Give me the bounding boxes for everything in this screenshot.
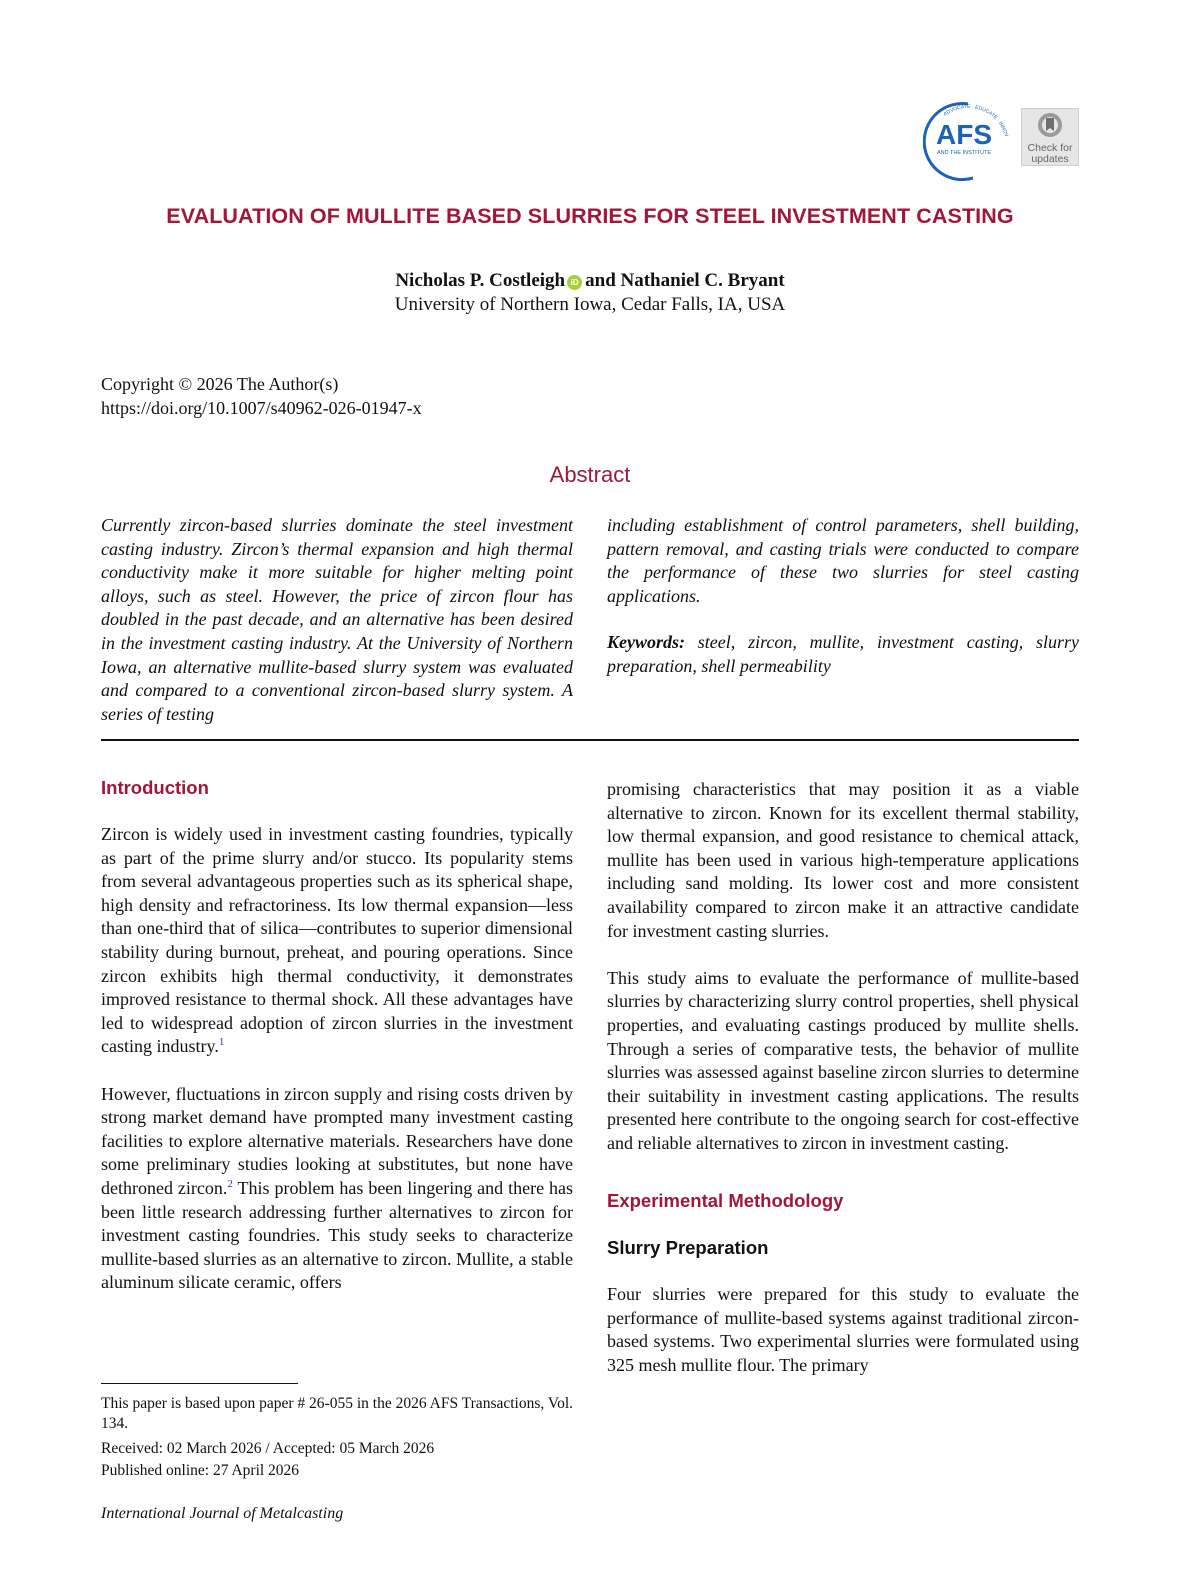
keywords: [607, 631, 1079, 678]
doi-link[interactable]: https://doi.org/10.1007/s40962-026-01947-x: [101, 398, 422, 418]
introduction-heading: Introduction: [101, 777, 209, 798]
affiliation: University of Northern Iowa, Cedar Falls, IA, USA: [394, 294, 786, 315]
footnote-divider: [101, 1383, 298, 1384]
intro-paragraph-3: promising characteristics that may position it as a viable alternative to zircon. Known for its excellent thermal stability, low thermal expansion, and good resistance to chemical attack, mullite has been used in various high-temperature applications including sand molding. Its lower cost and more consistent availability compared to zircon make it an attractive candidate for investment casting slurries.: [607, 779, 1079, 941]
abstract-right-column: [607, 514, 1079, 679]
afs-logo-subtext: AND THE INSTITUTE: [937, 150, 991, 156]
abstract-text-right: including establishment of control parameters, shell building, pattern removal, and casting trials were conducted to compare the performance of these two slurries for steel casting applications.: [607, 515, 1079, 606]
footnote: This paper is based upon paper # 26-055 in the 2026 AFS Transactions, Vol. 134.: [101, 1395, 573, 1432]
orcid-icon[interactable]: iD: [567, 275, 582, 290]
intro-paragraph-4: This study aims to evaluate the performance of mullite-based slurries by characterizing slurry control properties, shell physical properties, and evaluating castings produced by mullite shells. Through a series of comparative tests, the behavior of mullite slurries was assessed against baseline zircon slurries to determine their suitability in investment casting applications. The results presented here contribute to the ongoing search for cost-effective and reliable alternatives to zircon in investment casting.: [607, 967, 1079, 1153]
reference-link-1[interactable]: 1: [218, 1036, 225, 1049]
abstract-heading: Abstract: [549, 462, 631, 487]
publication-dates: [101, 1438, 434, 1481]
check-updates-label: Check for updates: [1027, 142, 1073, 165]
authors: [0, 270, 1180, 292]
methodology-heading: Experimental Methodology: [607, 1190, 844, 1212]
intro-paragraph-1: Zircon is widely used in investment casting foundries, typically as part of the prime slurry and/or stucco. Its popularity stems from several advantageous properties such as its spherical shape, high density and refractoriness. Its low thermal expansion—less than one-third that of silica—contributes to superior dimensional stability during burnout, preheat, and pouring operations. Since zircon exhibits high thermal conductivity, it demonstrates improved resistance to thermal shock. All these advantages have led to widespread adoption of zircon slurries in the investment casting industry.$^1$: [101, 824, 573, 1057]
bookmark-icon: [1022, 112, 1078, 143]
abstract-divider: [101, 739, 1079, 741]
copyright-line: Copyright © 2026 The Author(s): [101, 374, 339, 394]
slurry-paragraph-1: Four slurries were prepared for this study to evaluate the performance of mullite-based systems against traditional zircon-based systems. Two experimental slurries were formulated using 325 mesh mullite flour. The primary: [607, 1284, 1079, 1375]
check-for-updates-badge[interactable]: [1021, 108, 1079, 166]
received-accepted-dates: Received: 02 March 2026 / Accepted: 05 March 2026: [101, 1440, 435, 1457]
body-right-column: [607, 778, 1079, 1401]
copyright-block: [101, 372, 422, 420]
afs-logo-text: AFS: [936, 119, 992, 150]
author-2: and Nathaniel C. Bryant: [585, 270, 785, 291]
slurry-preparation-heading: Slurry Preparation: [607, 1237, 769, 1259]
intro-paragraph-2: However, fluctuations in zircon supply and rising costs driven by strong market demand have prompted many investment casting facilities to explore alternative materials. Researchers have done some preliminary studies looking at substitutes, but none have dethroned zircon.$^2$ This problem has been lingering and there has been little research addressing further alternatives to zircon for investment casting foundries. This study seeks to characterize mullite-based slurries as an alternative to zircon. Mullite, a stable aluminum silicate ceramic, offers: [101, 1083, 573, 1293]
abstract-text-left: Currently zircon-based slurries dominate the steel investment casting industry. Zircon’s thermal expansion and high thermal conductivity make it more suitable for higher melting point alloys, such as steel. However, the price of zircon flour has doubled in the past decade, and an alternative has been desired in the investment casting industry. At the University of Northern Iowa, an alternative mullite-based slurry system was evaluated and compared to a conventional zircon-based slurry system. A series of testing: [101, 515, 573, 724]
body-left-column: [101, 776, 573, 1318]
published-online-date: Published online: 27 April 2026: [101, 1461, 300, 1479]
keywords-label: Keywords:: [607, 632, 685, 653]
keywords-list: steel, zircon, mullite, investment casting, slurry preparation, shell permeability: [607, 632, 1080, 676]
journal-name: International Journal of Metalcasting: [101, 1505, 344, 1522]
afs-logo: [923, 96, 1013, 182]
paper-title: EVALUATION OF MULLITE BASED SLURRIES FOR STEEL INVESTMENT CASTING: [166, 204, 1014, 228]
afs-arc-text: ADVOCATE · EDUCATE · INNOV: [942, 103, 1010, 138]
reference-link-2[interactable]: 2: [227, 1177, 233, 1190]
author-1: Nicholas P. Costleigh: [395, 270, 566, 291]
